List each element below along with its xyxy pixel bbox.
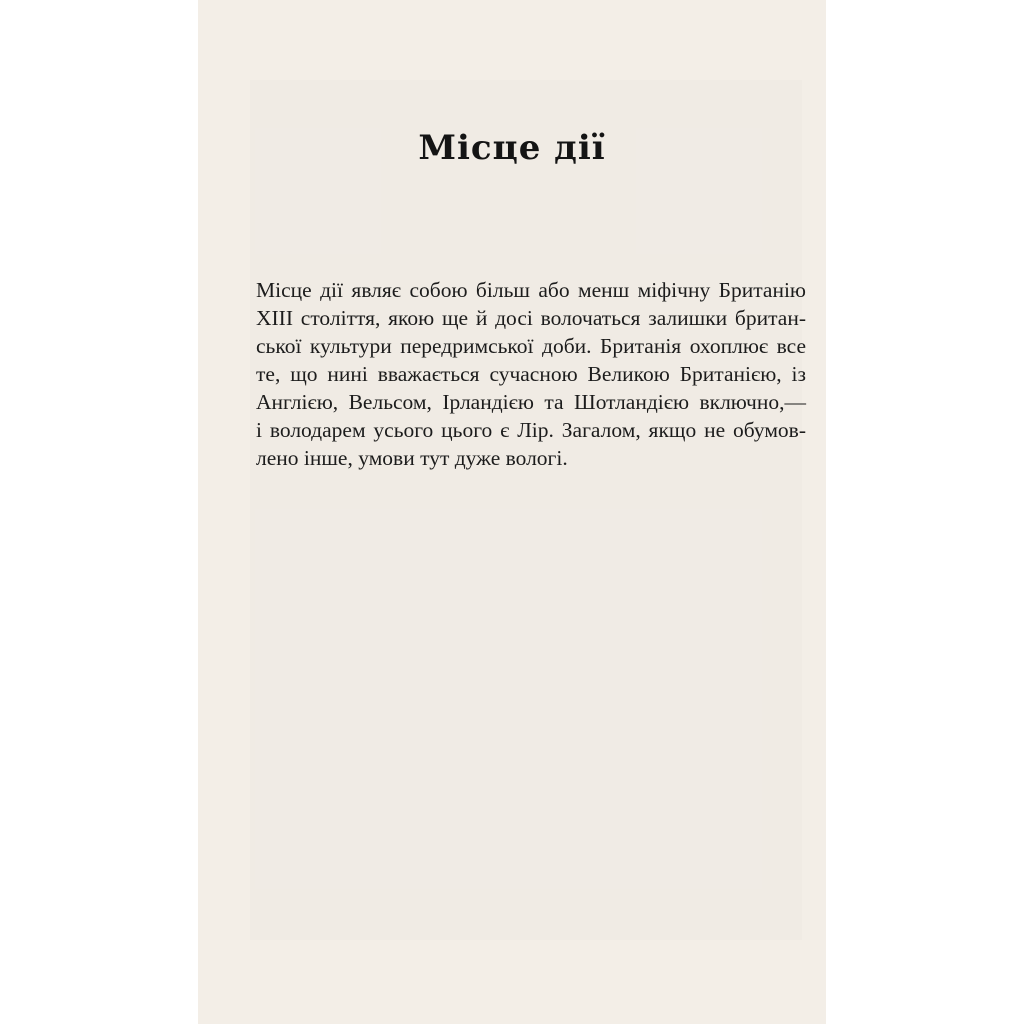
page-title: Місце дії: [418, 128, 606, 168]
paragraph-line: ської культури передримської доби. Британія охоплює все: [256, 334, 806, 358]
paragraph-line: Місце дії являє собою більш або менш міфічну Британію: [256, 278, 806, 302]
page-show-through: [250, 80, 802, 940]
paragraph-line: Англією, Вельсом, Ірландією та Шотландією включно,—: [256, 390, 806, 414]
paragraph-line: і володарем усього цього є Лір. Загалом, якщо не обумов-: [256, 418, 806, 442]
paragraph-line: те, що нині вважається сучасною Великою Британією, із: [256, 362, 806, 386]
body-paragraph: [256, 276, 806, 472]
book-page: [198, 0, 826, 1024]
paragraph-line: XIII століття, якою ще й досі волочаться залишки британ-: [256, 306, 806, 330]
paragraph-line: лено інше, умови тут дуже вологі.: [256, 446, 568, 470]
